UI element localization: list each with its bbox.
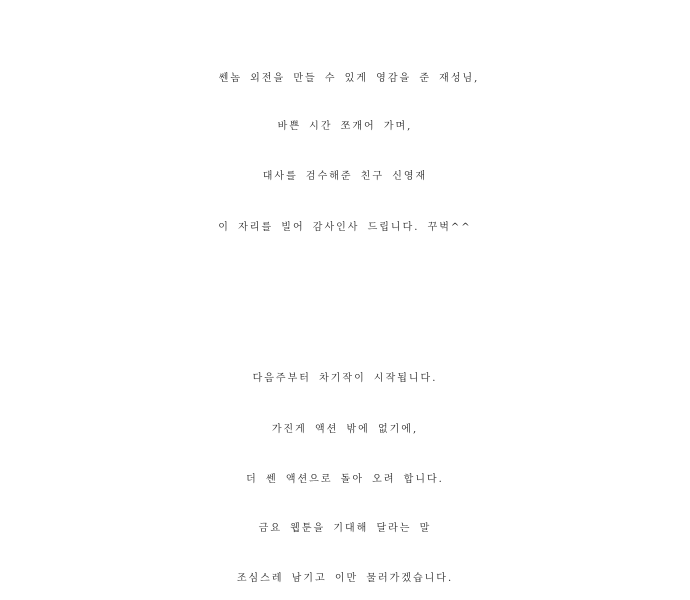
text-line: 조심스레 남기고 이만 물러가겠습니다. xyxy=(236,573,454,584)
text-line: 대사를 검수해준 친구 신영재 xyxy=(262,171,428,182)
text-line: 더 쎈 액션으로 돌아 오려 합니다. xyxy=(246,474,444,485)
text-line: 가진게 액션 밖에 없기에, xyxy=(271,424,419,435)
text-line: 금요 웹툰을 기대해 달라는 말 xyxy=(258,523,432,534)
text-line: 쎈놈 외전을 만들 수 있게 영감을 준 재성님, xyxy=(218,73,480,84)
text-line: 다음주부터 차기작이 시작됩니다. xyxy=(252,373,438,384)
text-line: 바쁜 시간 쪼개어 가며, xyxy=(277,121,413,132)
text-line: 이 자리를 빌어 감사인사 드립니다. 꾸벅^^ xyxy=(218,222,472,233)
